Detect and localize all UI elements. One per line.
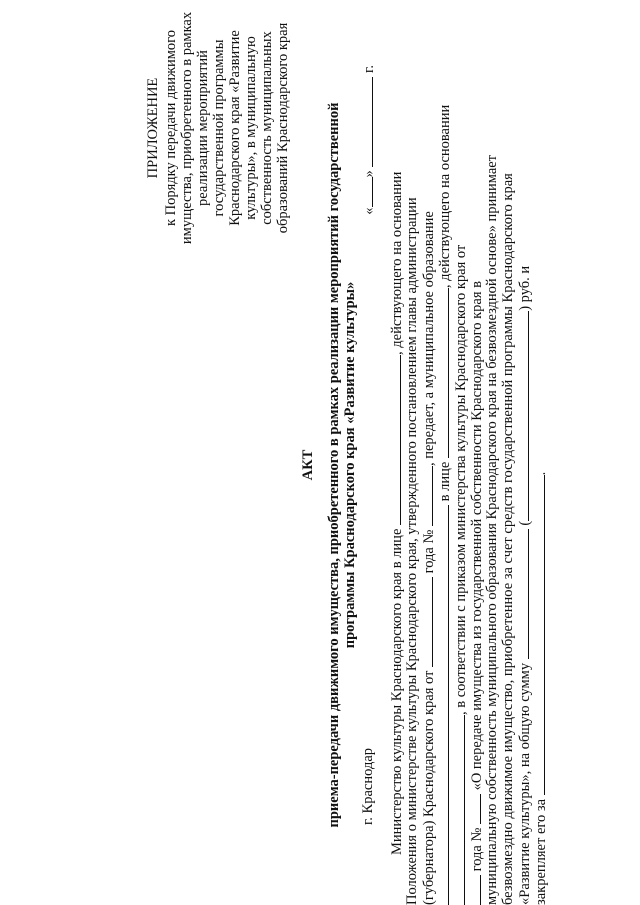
body-line: муниципальную собственность муниципального образования Краснодарского края на безвозмездной основе» принимает [484,154,500,905]
body-line [436,25,452,905]
body-line [420,25,436,905]
body-line [532,25,548,905]
body-text: года № [469,827,485,872]
body-line [468,25,484,905]
body-text: Министерство культуры Краснодарского края в лице [389,528,405,855]
body-text: «О передаче имущества из государственной собственности Краснодарского края в [469,280,485,791]
act-body [388,25,548,905]
body-text: (губернатора) Краснодарского края от [421,670,437,905]
body-text: «Развитие культуры», на общую сумму [517,662,533,905]
body-line [452,25,468,905]
order-number-blank[interactable] [468,794,481,824]
number-blank[interactable] [420,466,433,526]
date-close-quote: » [361,170,377,178]
representative-blank[interactable] [388,355,401,525]
body-text: , передает, а муниципальное образование [421,211,437,467]
date-blank[interactable] [420,577,433,667]
order-date-blank[interactable] [468,875,481,905]
body-text: . [533,471,549,476]
body-text: ( [517,520,533,526]
act-heading: АКТ [300,449,316,481]
municipal-representative-blank[interactable] [436,288,449,458]
appendix-line: имущества, приобретенного в рамках [179,11,195,245]
city-label: г. Краснодар [360,747,376,825]
body-text: года № [421,529,437,574]
place-date-row [360,65,378,865]
body-text: , действующего на основании [437,104,453,289]
body-text: в [437,494,453,502]
year-suffix: г. [361,65,377,73]
body-line [516,25,532,905]
appendix-line: Краснодарского края «Развитие [227,30,243,226]
body-line: безвозмездно движимое имущество, приобретенное за счет средств государственной программы Краснодарского края [500,173,516,905]
date-open-quote: « [361,207,377,215]
body-text: лице [437,461,453,491]
act-title-line: приема-передачи движимого имущества, приобретенного в рамках реализации мероприятий государственной [326,102,342,828]
appendix-header: ПРИЛОЖЕНИЕ [145,77,161,179]
municipality-blank[interactable] [436,505,449,905]
date-field [360,65,377,215]
appendix-block [145,3,291,253]
act-title [300,65,358,865]
appendix-line: культуры», в муниципальную [243,36,259,220]
month-year-blank[interactable] [360,77,373,167]
basis-blank[interactable] [452,715,465,905]
act-title-line: программы Краснодарского края «Развитие культуры» [342,281,358,649]
body-text: ) руб. и [517,265,533,311]
appendix-line: образований Краснодарского края [275,22,291,234]
sum-words-blank[interactable] [516,311,529,521]
body-text: закрепляет его за [533,798,549,905]
appendix-line: государственной программы [211,39,227,217]
appendix-line: собственность муниципальных [259,31,275,225]
appendix-line: к Порядку передачи движимого [163,29,179,227]
sum-figures-blank[interactable] [516,529,529,659]
day-blank[interactable] [360,177,373,207]
recipient-blank[interactable] [532,475,545,795]
body-text: , действующего на основании [389,171,405,355]
body-text: , в соответствии с приказом министерства культуры Краснодарского края от [453,244,469,715]
body-line [388,25,404,905]
appendix-line: реализации мероприятий [195,50,211,206]
body-line: Положения о министерстве культуры Краснодарского края, утвержденного постановлением главы администрации [404,197,420,905]
